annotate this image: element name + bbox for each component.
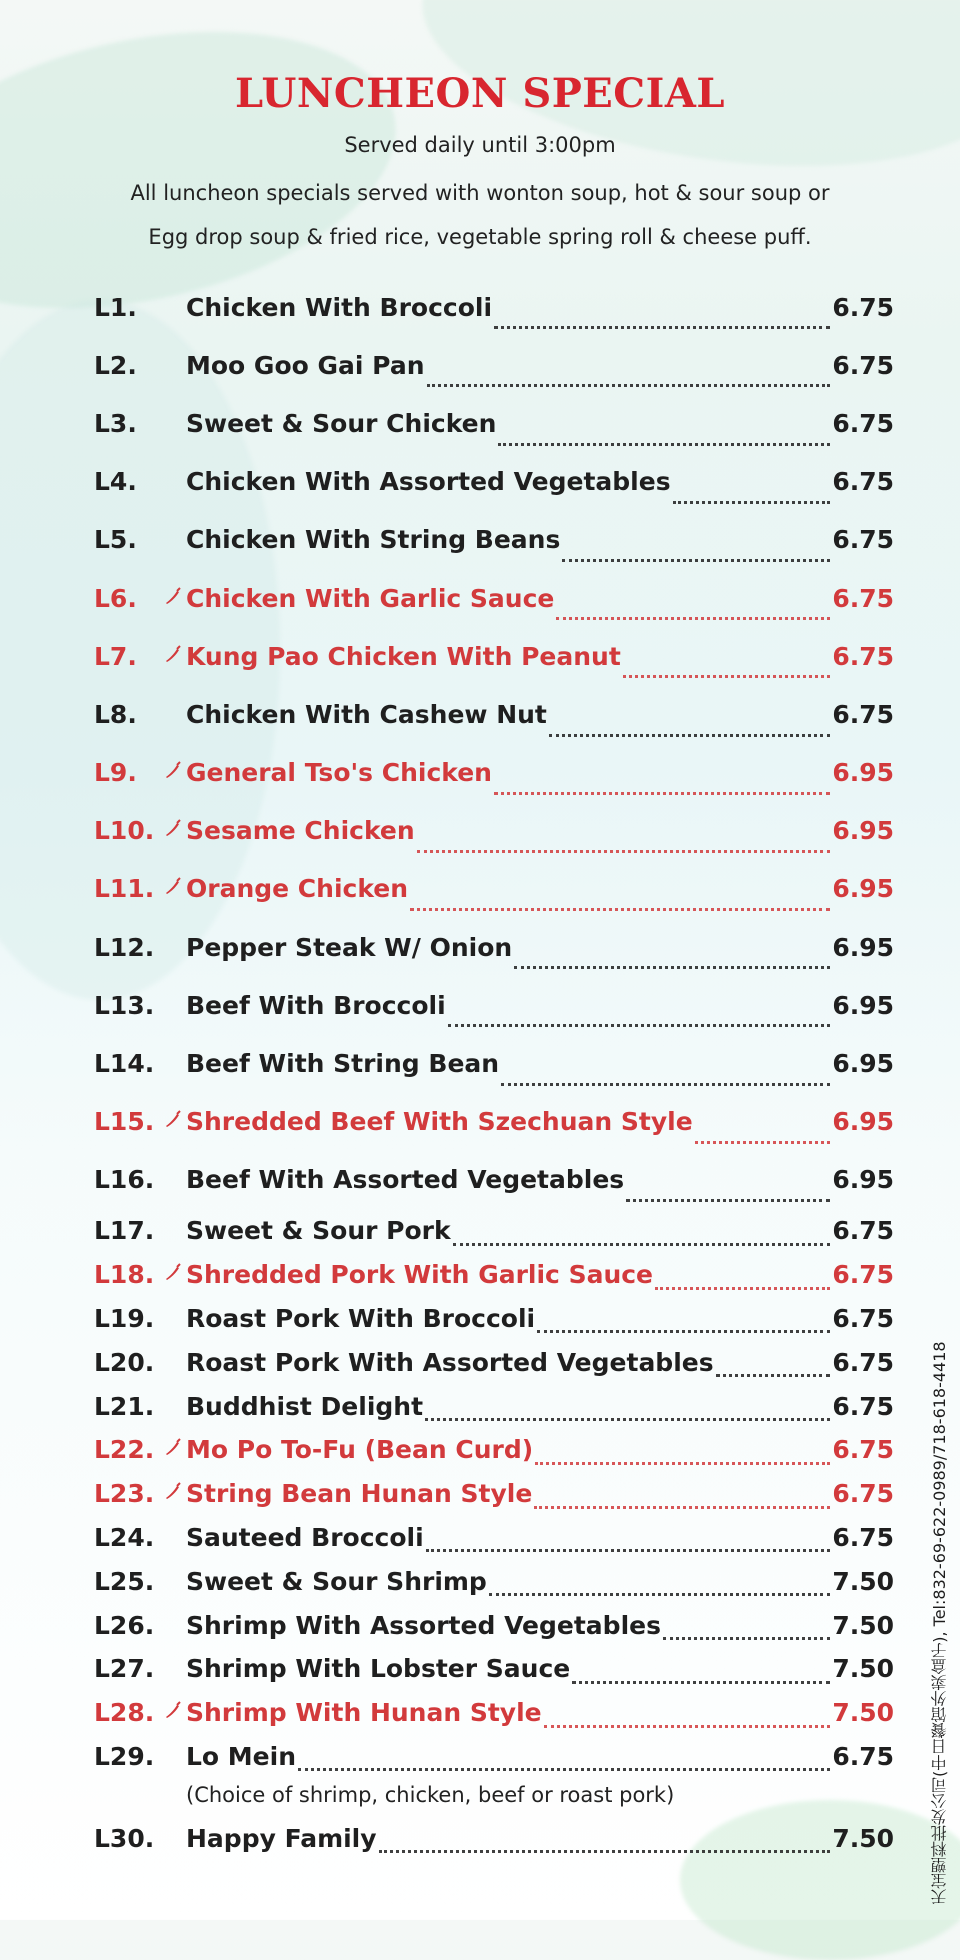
item-price: 6.95 — [832, 1049, 894, 1079]
item-name: Shrimp With Assorted Vegetables — [186, 1610, 661, 1640]
chili-pepper-icon — [160, 1109, 186, 1134]
item-name: Shrimp With Lobster Sauce — [186, 1654, 571, 1684]
menu-item — [94, 394, 894, 452]
chili-pepper-icon — [160, 1481, 186, 1506]
menu-item — [94, 744, 894, 802]
menu-header — [0, 70, 960, 259]
chili-pepper-icon — [160, 644, 186, 669]
menu-item — [94, 1209, 894, 1253]
item-price: 7.50 — [832, 1610, 894, 1640]
item-price: 6.95 — [832, 758, 894, 788]
dotted-leader — [549, 734, 830, 737]
item-name: Sweet & Sour Shrimp — [186, 1566, 487, 1596]
menu-item — [94, 1340, 894, 1384]
item-number: L30. — [94, 1823, 155, 1853]
menu-item — [94, 278, 894, 336]
dotted-leader — [417, 850, 831, 853]
dotted-leader — [498, 443, 830, 446]
dotted-leader — [716, 1374, 831, 1377]
item-name: Beef With String Bean — [186, 1049, 500, 1079]
dotted-leader — [453, 1243, 831, 1246]
menu-item — [94, 569, 894, 627]
dotted-leader — [562, 559, 830, 562]
item-name: Orange Chicken — [186, 874, 409, 904]
menu-item — [94, 1034, 894, 1092]
dotted-leader — [494, 792, 830, 795]
item-name: Chicken With String Beans — [186, 525, 561, 555]
item-price: 6.75 — [832, 583, 894, 613]
dotted-leader — [673, 501, 831, 504]
item-price: 6.75 — [832, 467, 894, 497]
dotted-leader — [663, 1637, 830, 1640]
item-name: Sweet & Sour Pork — [186, 1216, 451, 1246]
item-price: 7.50 — [832, 1823, 894, 1853]
menu-item — [94, 1151, 894, 1209]
item-name: Kung Pao Chicken With Peanut — [186, 641, 621, 671]
menu-item — [94, 1253, 894, 1297]
item-name: Buddhist Delight — [186, 1391, 424, 1421]
dotted-leader — [379, 1850, 831, 1853]
menu-item — [94, 1647, 894, 1691]
dotted-leader — [298, 1768, 830, 1771]
item-number: L13. — [94, 990, 155, 1020]
item-number: L23. — [94, 1479, 155, 1509]
menu-list — [94, 278, 894, 1860]
dotted-leader — [448, 1024, 831, 1027]
item-name: Happy Family — [186, 1823, 377, 1853]
menu-item — [94, 511, 894, 569]
item-price: 6.75 — [832, 641, 894, 671]
dotted-leader — [426, 1549, 831, 1552]
menu-item — [94, 1735, 894, 1779]
menu-item — [94, 453, 894, 511]
item-name: Shredded Beef With Szechuan Style — [186, 1107, 693, 1137]
chili-pepper-icon — [160, 876, 186, 901]
item-number: L5. — [94, 525, 137, 555]
item-number: L9. — [94, 758, 137, 788]
description-line-1: All luncheon specials served with wonton soup, hot & sour soup or — [130, 181, 830, 205]
item-name: Chicken With Garlic Sauce — [186, 583, 555, 613]
item-price: 6.75 — [832, 292, 894, 322]
item-price: 6.75 — [832, 1347, 894, 1377]
dotted-leader — [427, 384, 831, 387]
dotted-leader — [494, 326, 830, 329]
item-name: Roast Pork With Assorted Vegetables — [186, 1347, 714, 1377]
item-price: 6.75 — [832, 1391, 894, 1421]
item-number: L21. — [94, 1391, 155, 1421]
item-price: 6.75 — [832, 699, 894, 729]
item-name: Sesame Chicken — [186, 816, 415, 846]
dotted-leader — [534, 1506, 830, 1509]
item-price: 6.95 — [832, 932, 894, 962]
dotted-leader — [544, 1725, 831, 1728]
item-name: Chicken With Assorted Vegetables — [186, 467, 671, 497]
item-name: Shrimp With Hunan Style — [186, 1698, 542, 1728]
chili-pepper-icon — [160, 1262, 186, 1287]
served-hours: Served daily until 3:00pm — [344, 133, 616, 157]
description-line-2: Egg drop soup & fried rice, vegetable spring roll & cheese puff. — [148, 225, 812, 249]
item-name: Sauteed Broccoli — [186, 1522, 424, 1552]
menu-item — [94, 860, 894, 918]
menu-item — [94, 1297, 894, 1341]
item-number: L15. — [94, 1107, 155, 1137]
dotted-leader — [535, 1462, 830, 1465]
menu-item — [94, 1691, 894, 1735]
item-price: 7.50 — [832, 1698, 894, 1728]
item-name: Beef With Assorted Vegetables — [186, 1165, 625, 1195]
menu-item — [94, 1428, 894, 1472]
menu-item — [94, 627, 894, 685]
dotted-leader — [425, 1418, 830, 1421]
item-name: Mo Po To-Fu (Bean Curd) — [186, 1435, 534, 1465]
item-name: Chicken With Cashew Nut — [186, 699, 547, 729]
menu-item — [94, 802, 894, 860]
item-name: Pepper Steak W/ Onion — [186, 932, 513, 962]
item-number: L10. — [94, 816, 155, 846]
item-number: L7. — [94, 641, 137, 671]
chili-pepper-icon — [160, 760, 186, 785]
menu-item — [94, 1384, 894, 1428]
item-price: 6.75 — [832, 525, 894, 555]
item-price: 6.75 — [832, 1741, 894, 1771]
item-price: 6.95 — [832, 990, 894, 1020]
item-price: 6.75 — [832, 1522, 894, 1552]
dotted-leader — [514, 966, 830, 969]
item-name: General Tso's Chicken — [186, 758, 492, 788]
chili-pepper-icon — [160, 818, 186, 843]
item-number: L27. — [94, 1654, 155, 1684]
menu-item — [94, 976, 894, 1034]
item-number: L20. — [94, 1347, 155, 1377]
dotted-leader — [489, 1593, 830, 1596]
item-price: 7.50 — [832, 1566, 894, 1596]
item-name: Shredded Pork With Garlic Sauce — [186, 1260, 654, 1290]
item-price: 6.95 — [832, 1165, 894, 1195]
chili-pepper-icon — [160, 1700, 186, 1725]
item-number: L19. — [94, 1303, 155, 1333]
menu-item — [94, 918, 894, 976]
dotted-leader — [501, 1083, 830, 1086]
item-price: 6.75 — [832, 1435, 894, 1465]
item-price: 6.75 — [832, 1479, 894, 1509]
item-price: 6.75 — [832, 408, 894, 438]
item-number: L22. — [94, 1435, 155, 1465]
menu-item — [94, 336, 894, 394]
dotted-leader — [695, 1141, 831, 1144]
item-name: Roast Pork With Broccoli — [186, 1303, 536, 1333]
item-name: Beef With Broccoli — [186, 990, 446, 1020]
item-number: L14. — [94, 1049, 155, 1079]
supplier-contact-text: 天宝塑料批发公司(中日餐馆外卖盒子), Tel:832-69-622-0989/718-618-4418 — [930, 1341, 949, 1905]
menu-item — [94, 1816, 894, 1860]
item-note: (Choice of shrimp, chicken, beef or roast pork) — [186, 1783, 675, 1808]
page-title: LUNCHEON SPECIAL — [235, 70, 725, 117]
menu-item — [94, 1472, 894, 1516]
chili-pepper-icon — [160, 1437, 186, 1462]
item-number: L16. — [94, 1165, 155, 1195]
dotted-leader — [623, 675, 831, 678]
item-price: 6.75 — [832, 350, 894, 380]
dotted-leader — [626, 1199, 830, 1202]
dotted-leader — [537, 1330, 830, 1333]
item-number: L1. — [94, 292, 137, 322]
item-number: L2. — [94, 350, 137, 380]
menu-item — [94, 1559, 894, 1603]
item-price: 6.75 — [832, 1216, 894, 1246]
item-number: L28. — [94, 1698, 155, 1728]
menu-item — [94, 1603, 894, 1647]
item-number: L4. — [94, 467, 137, 497]
item-number: L6. — [94, 583, 137, 613]
item-price: 7.50 — [832, 1654, 894, 1684]
item-name: Sweet & Sour Chicken — [186, 408, 497, 438]
item-number: L17. — [94, 1216, 155, 1246]
item-name: String Bean Hunan Style — [186, 1479, 533, 1509]
dotted-leader — [572, 1681, 830, 1684]
item-number: L18. — [94, 1260, 155, 1290]
item-number: L3. — [94, 408, 137, 438]
menu-item — [94, 685, 894, 743]
menu-item — [94, 1093, 894, 1151]
item-number: L26. — [94, 1610, 155, 1640]
menu-item — [94, 1516, 894, 1560]
item-number: L25. — [94, 1566, 155, 1596]
item-number: L12. — [94, 932, 155, 962]
item-number: L11. — [94, 874, 155, 904]
item-number: L24. — [94, 1522, 155, 1552]
item-number: L8. — [94, 699, 137, 729]
dotted-leader — [556, 617, 830, 620]
item-name: Chicken With Broccoli — [186, 292, 493, 322]
chili-pepper-icon — [160, 586, 186, 611]
dotted-leader — [410, 908, 830, 911]
lunch-description — [0, 171, 960, 259]
item-price: 6.75 — [832, 1303, 894, 1333]
item-price: 6.95 — [832, 874, 894, 904]
item-price: 6.95 — [832, 1107, 894, 1137]
item-price: 6.75 — [832, 1260, 894, 1290]
item-price: 6.95 — [832, 816, 894, 846]
item-name: Lo Mein — [186, 1741, 297, 1771]
item-name: Moo Goo Gai Pan — [186, 350, 425, 380]
dotted-leader — [655, 1287, 830, 1290]
item-number: L29. — [94, 1741, 155, 1771]
